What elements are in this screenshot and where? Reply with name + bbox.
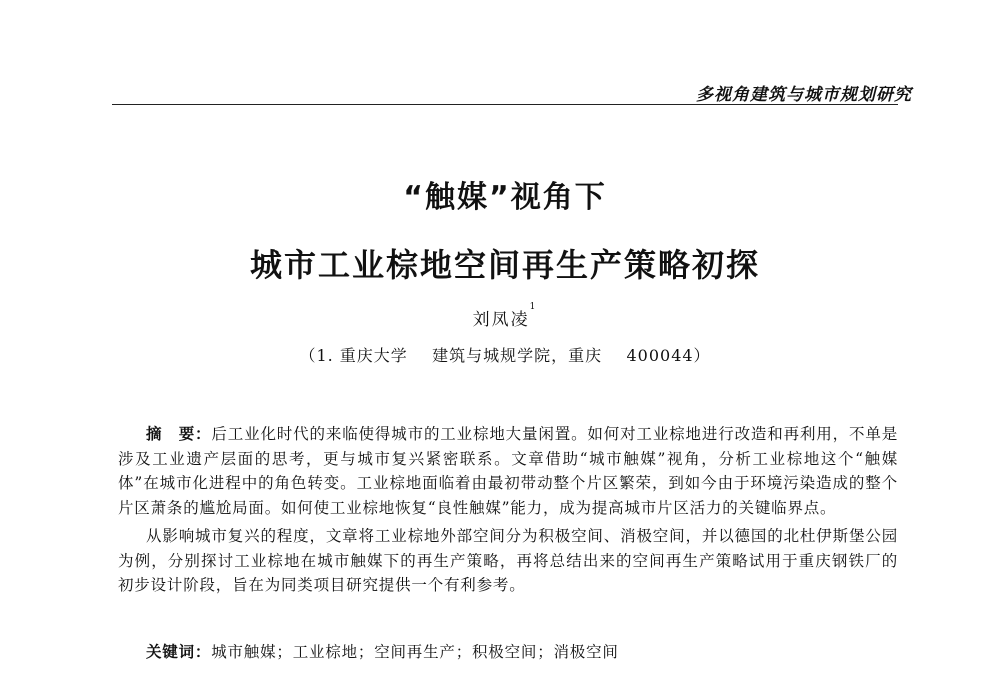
- title-line-2: 城市工业棕地空间再生产策略初探: [249, 246, 760, 284]
- abstract-label: 摘 要：: [146, 425, 212, 443]
- abstract: [118, 422, 898, 598]
- author-affiliation-marker: 1: [529, 302, 538, 312]
- title-line-1: “触媒”视角下: [403, 180, 607, 215]
- abstract-paragraph-1: [118, 422, 898, 520]
- abstract-text-1: 后工业化时代的来临使得城市的工业棕地大量闲置。如何对工业棕地进行改造和再利用，不单是涉及工业遗产层面的思考，更与城市复兴紧密联系。文章借助“城市触媒”视角，分析工业棕地这个“触媒体”在城市化进程中的角色转变。工业棕地面临着由最初带动整个片区繁荣，到如今由于环境污染造成的整个片区萧条的尴尬局面。如何使工业棕地恢复“良性触媒”能力，成为提高城市片区活力的关键临界点。: [118, 425, 899, 517]
- keywords: [146, 640, 898, 662]
- affiliation: （1. 重庆大学 建筑与城规学院，重庆 400044）: [299, 346, 711, 365]
- author-name: 刘凤凌: [472, 310, 530, 330]
- header-rule: [112, 104, 898, 105]
- author: [112, 302, 898, 330]
- keywords-label: 关键词：: [146, 643, 212, 661]
- abstract-paragraph-2: 从影响城市复兴的程度，文章将工业棕地外部空间分为积极空间、消极空间，并以德国的北杜伊斯堡公园为例，分别探讨工业棕地在城市触媒下的再生产策略，再将总结出来的空间再生产策略试用于重庆钢铁厂的初步设计阶段，旨在为同类项目研究提供一个有利参考。: [118, 527, 898, 594]
- running-head: 多视角建筑与城市规划研究: [696, 85, 912, 105]
- keywords-value: 城市触媒；工业棕地；空间再生产；积极空间；消极空间: [211, 643, 619, 661]
